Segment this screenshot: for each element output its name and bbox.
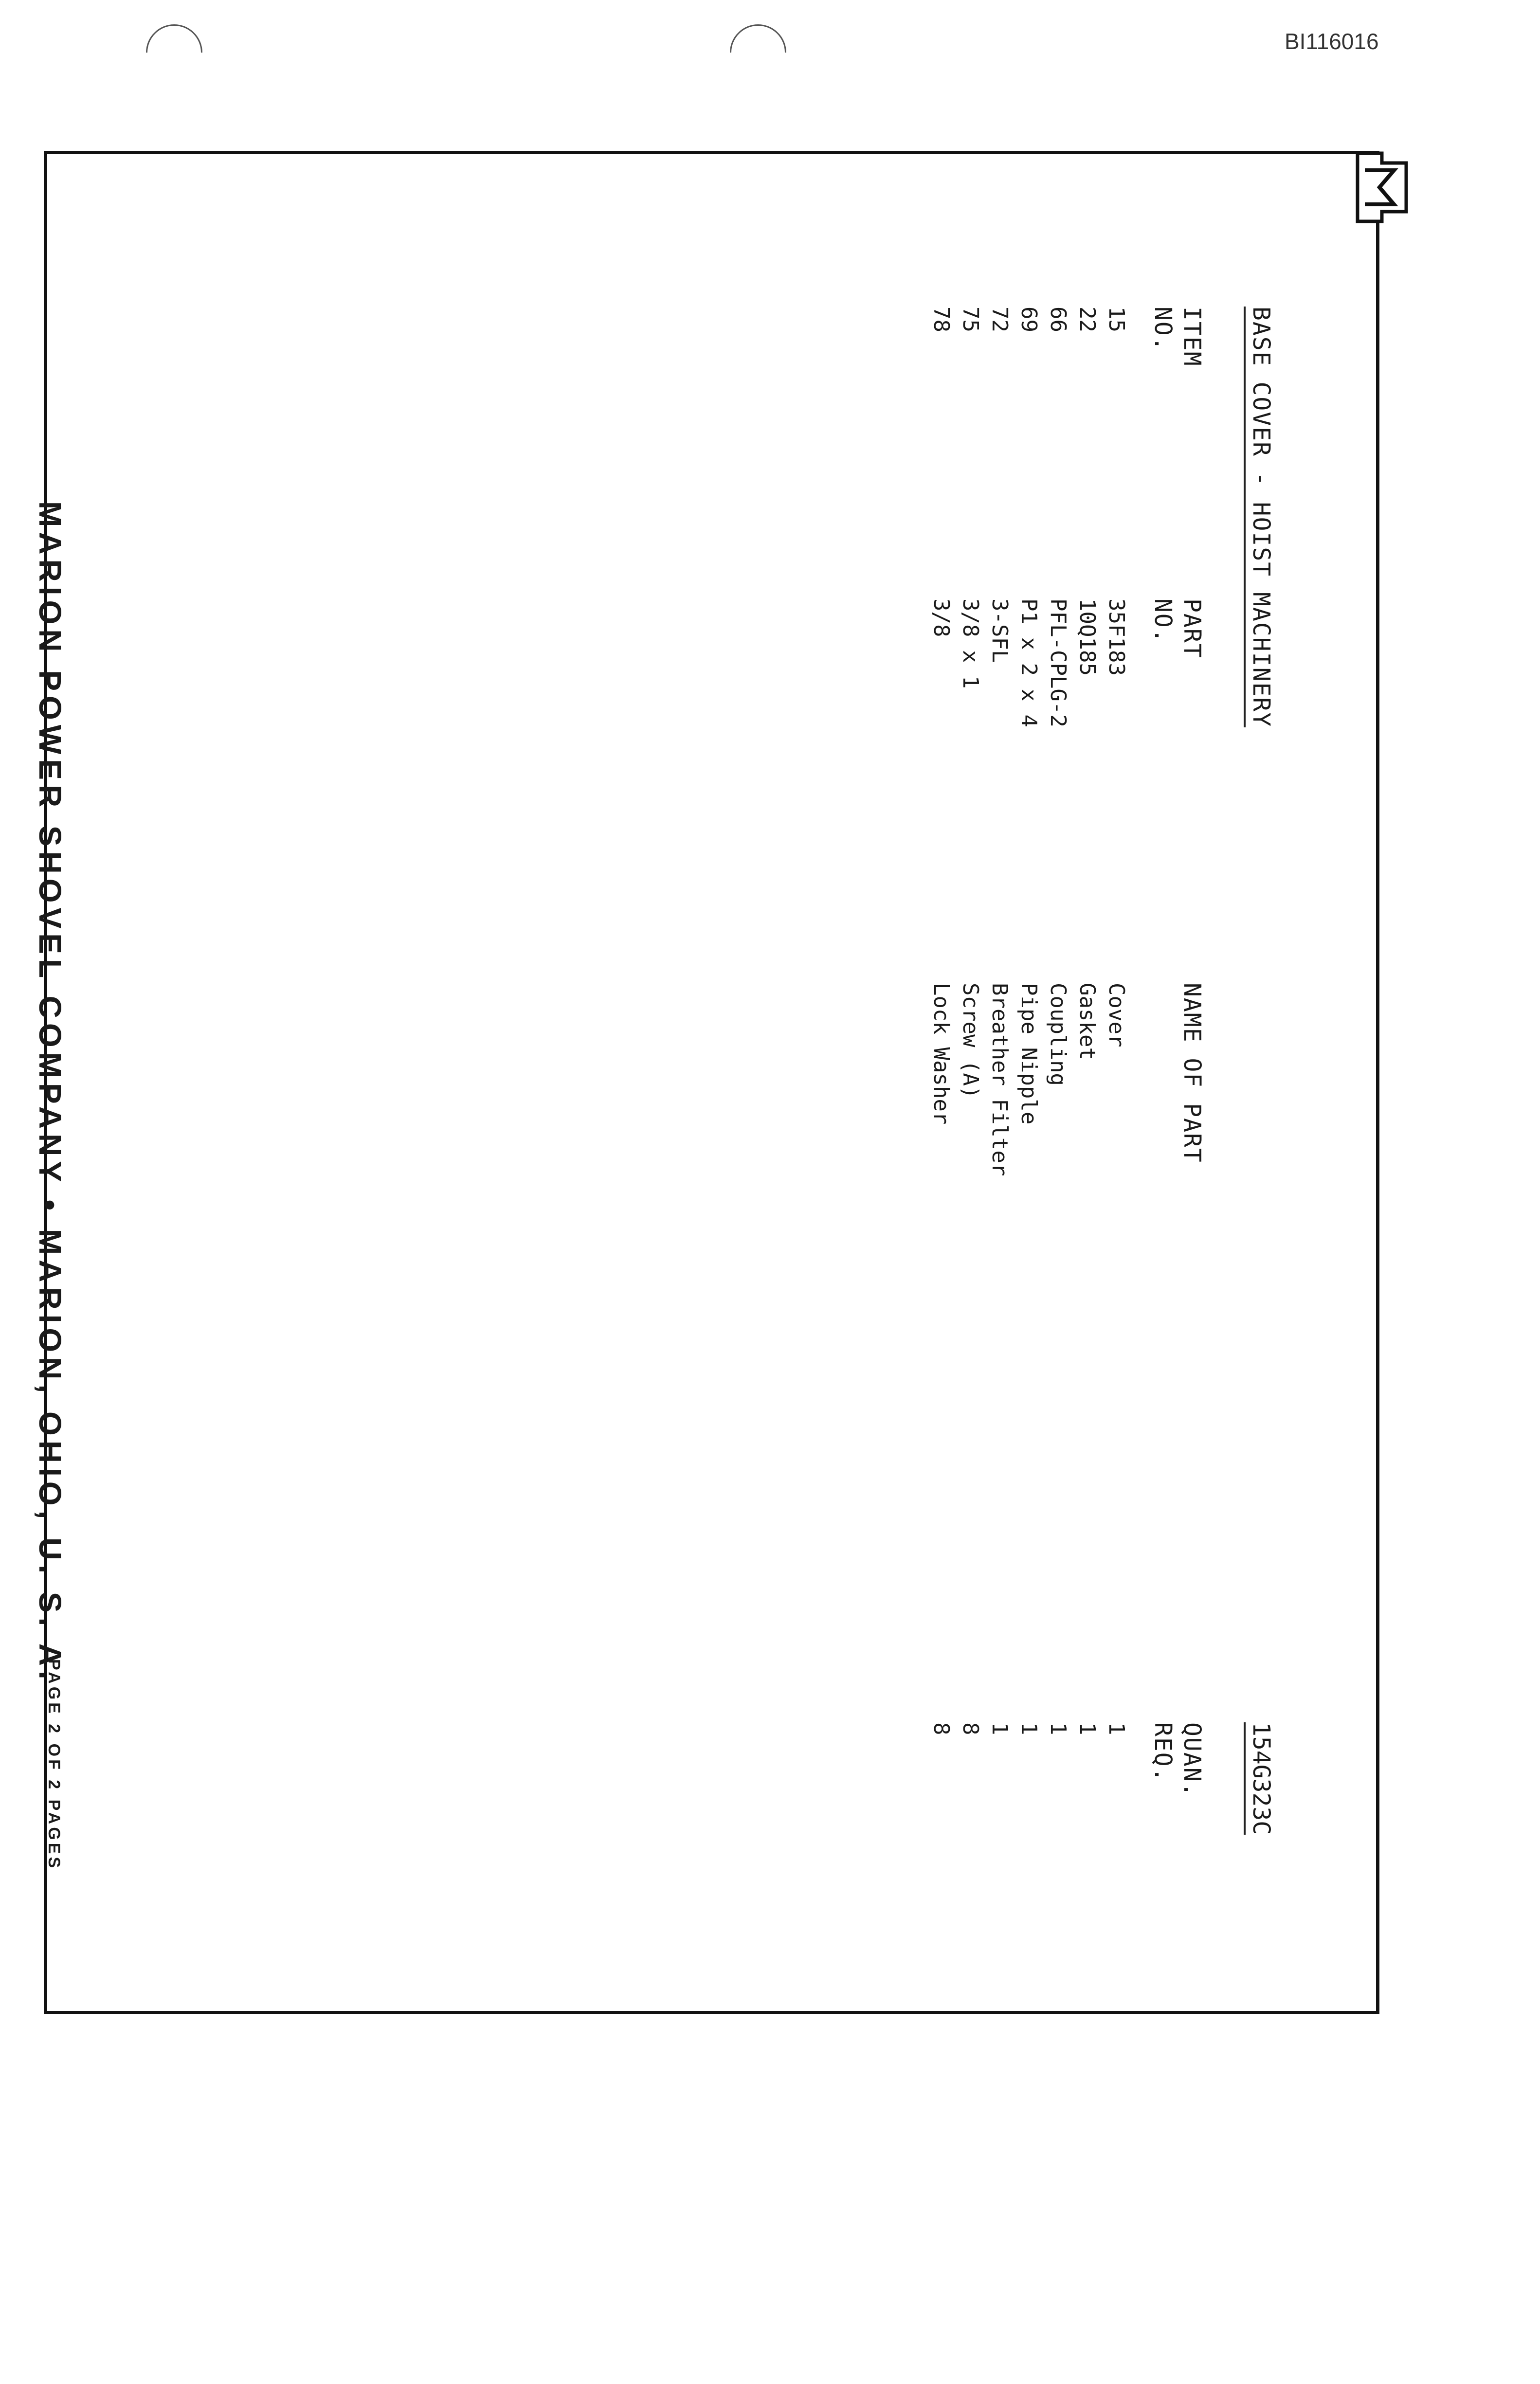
quantity: 1 xyxy=(1016,1722,1041,1735)
item-no: 66 xyxy=(1046,307,1070,332)
part-name: Lock Washer xyxy=(929,983,954,1125)
header-part-no: PART NO. xyxy=(1149,598,1206,659)
company-name: MARION POWER SHOVEL COMPANY • MARION, OHIO, U. S. A. xyxy=(33,501,68,1684)
header-name-of-part: NAME OF PART xyxy=(1178,983,1206,1163)
part-name: Pipe Nipple xyxy=(1016,983,1041,1125)
quantity: 1 xyxy=(987,1722,1012,1735)
header-quantity: QUAN. REQ. xyxy=(1149,1722,1206,1798)
drawing-number: 154G323C xyxy=(1244,1722,1275,1835)
document-id: BI116016 xyxy=(1285,29,1379,54)
item-no: 78 xyxy=(929,307,954,332)
page-title: BASE COVER - HOIST MACHINERY xyxy=(1244,307,1275,727)
table-row xyxy=(1070,292,1100,1995)
part-name: Gasket xyxy=(1075,983,1100,1060)
part-name: Screw (A) xyxy=(958,983,983,1099)
item-no: 22 xyxy=(1075,307,1100,332)
item-no: 72 xyxy=(987,307,1012,332)
table-row xyxy=(954,292,983,1995)
page-number: PAGE 2 OF 2 PAGES xyxy=(45,1659,63,1871)
parts-list xyxy=(302,292,1275,1995)
table-row xyxy=(983,292,1012,1995)
part-no: P1 x 2 x 4 xyxy=(1016,598,1041,727)
table-row xyxy=(924,292,954,1995)
part-no: PFL-CPLG-2 xyxy=(1046,598,1070,727)
item-no: 69 xyxy=(1016,307,1041,332)
quantity: 8 xyxy=(929,1722,954,1735)
header-item-no: ITEM NO. xyxy=(1149,307,1206,367)
parts-table xyxy=(924,292,1129,1995)
quantity: 1 xyxy=(1075,1722,1100,1735)
quantity: 8 xyxy=(958,1722,983,1735)
part-no: 10Q185 xyxy=(1075,598,1100,676)
punch-hole-center xyxy=(718,13,798,92)
part-no: 3/8 xyxy=(929,598,954,637)
part-no: 3-SFL xyxy=(987,598,1012,663)
item-no: 15 xyxy=(1104,307,1129,332)
part-name: Coupling xyxy=(1046,983,1070,1086)
marion-logo-icon xyxy=(1353,148,1411,226)
part-name: Breather Filter xyxy=(987,983,1012,1176)
part-no: 3/8 x 1 xyxy=(958,598,983,689)
quantity: 1 xyxy=(1104,1722,1129,1735)
table-row xyxy=(1100,292,1129,1995)
table-row xyxy=(1041,292,1070,1995)
table-row xyxy=(1012,292,1041,1995)
item-no: 75 xyxy=(958,307,983,332)
punch-hole-left xyxy=(134,13,214,92)
part-name: Cover xyxy=(1104,983,1129,1048)
quantity: 1 xyxy=(1046,1722,1070,1735)
part-no: 35F183 xyxy=(1104,598,1129,676)
